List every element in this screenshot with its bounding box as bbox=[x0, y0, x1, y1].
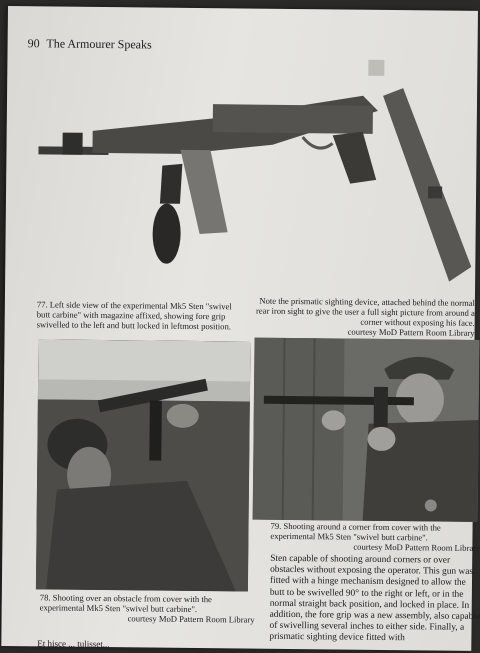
cut-off-line: Et hisce ... tulisset... bbox=[37, 638, 110, 650]
photo-78 bbox=[36, 339, 251, 591]
caption-79-credit: courtesy MoD Pattern Room Library bbox=[353, 541, 480, 553]
page-number: 90 bbox=[27, 36, 40, 51]
page-header bbox=[28, 36, 152, 52]
caption-79: 79. Shooting around a corner from cover with the experimental Mk5 Sten "swivel butt carbine". courtesy MoD Pattern Room Library bbox=[270, 520, 480, 553]
caption-78-credit: courtesy MoD Pattern Room Library bbox=[127, 613, 255, 625]
running-title: The Armourer Speaks bbox=[46, 36, 152, 52]
photo-79 bbox=[253, 338, 480, 522]
body-paragraph: Sten capable of shooting around corners or over obstacles without exposing the operator. This gun was fitted with a hinge mechanism designed to allow the butt to be swivelled 90° to the right or left, or in the normal straight back position, and locked in place. In addition, the fore grip was a new assembly, also capable of swivelling several inches to either side. Finally, a prismatic sighting device fitted with bbox=[269, 553, 480, 644]
caption-77-credit: courtesy MoD Pattern Room Library bbox=[347, 326, 475, 338]
caption-77: 77. Left side view of the experimental Mk5 Sten "swivel butt carbine" with magazine affixed, showing fore grip swivelled to the left and butt locked in leftmost position. bbox=[36, 299, 232, 332]
caption-78: 78. Shooting over an obstacle from cover with the experimental Mk5 Sten "swivel butt carbine". courtesy MoD Pattern Room Library bbox=[39, 592, 255, 625]
book-page bbox=[1, 6, 478, 651]
sten-gun-photo bbox=[31, 52, 473, 297]
caption-77-note: Note the prismatic sighting device, attached behind the normal rear iron sight to give the user a full sight picture from around a corner without exposing his face. courtesy MoD Pattern Room Library bbox=[255, 295, 475, 338]
